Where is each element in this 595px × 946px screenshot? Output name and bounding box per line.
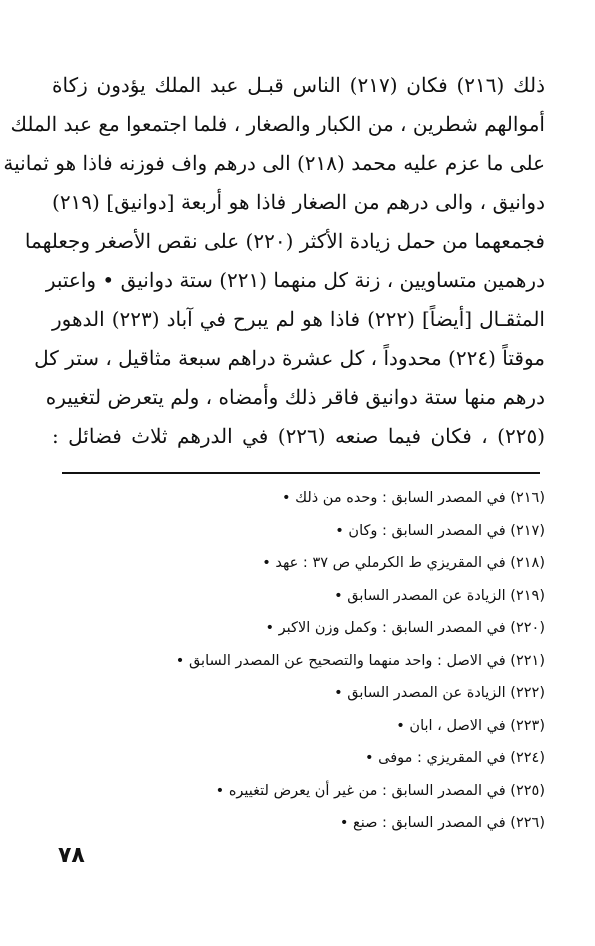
footnote: (٢٢٣) في الاصل ، ابان • [396, 717, 545, 734]
page-number: ٧٨ [58, 843, 85, 868]
footnote: (٢٢٤) في المقريزي : موفى • [364, 750, 545, 766]
footnote: (٢٢٦) في المصدر السابق : صنع • [339, 815, 545, 831]
text-line: (٢٢٥) ، فكان فيما صنعه (٢٢٦) في الدرهم ثلاث فضائل : [52, 424, 546, 448]
footnote: (٢١٨) في المقريزي ط الكرملي ص ٣٧ : عهد • [262, 555, 545, 571]
text-line: دوانيق ، والى درهم من الصغار فاذا هو أربعة [دوانيق] (٢١٩) [52, 190, 545, 214]
footnote: (٢١٧) في المصدر السابق : وكان • [335, 522, 545, 539]
text-line: فجمعهما من حمل زيادة الأكثر (٢٢٠) على نقص الأصغر وجعلهما [24, 229, 545, 253]
text-line: ذلك (٢١٦) فكان (٢١٧) الناس قبـل عبد الملك يؤدون زكاة [52, 73, 545, 97]
footnote: (٢٢٥) في المصدر السابق : من غير أن يعرض لتغييره • [215, 782, 545, 799]
footnote: (٢١٦) في المصدر السابق : وحده من ذلك • [281, 490, 545, 506]
footnote: (٢٢١) في الاصل : واحد منهما والتصحيح عن المصدر السابق • [175, 652, 545, 669]
text-line: درهم منها ستة دوانيق فاقر ذلك وأمضاه ، ولم يتعرض لتغييره [45, 385, 545, 409]
footnote: (٢٢٠) في المصدر السابق : وكمل وزن الاكبر • [265, 620, 545, 636]
main-text [3, 66, 546, 456]
footnotes [60, 482, 545, 840]
footnote: (٢٢٢) الزيادة عن المصدر السابق • [334, 685, 545, 701]
text-line: أموالهم شطرين ، من الكبار والصغار ، فلما اجتمعوا مع عبد الملك [10, 112, 545, 136]
text-line: المثقـال [أيضاً] (٢٢٢) فاذا هو لم يبرح في آباد (٢٢٣) الدهور [52, 307, 545, 331]
text-line: درهمين متساويين ، زنة كل منهما (٢٢١) ستة دوانيق • واعتبر [45, 268, 545, 292]
text-line: موقتاً (٢٢٤) محدوداً ، كل عشرة دراهم سبعة مثاقيل ، ستر كل [34, 346, 545, 370]
text-line: على ما عزم عليه محمد (٢١٨) الى درهم واف فوزنه فاذا هو ثمانية [3, 151, 545, 175]
footnote: (٢١٩) الزيادة عن المصدر السابق • [334, 587, 545, 604]
footnote-divider [62, 472, 540, 474]
